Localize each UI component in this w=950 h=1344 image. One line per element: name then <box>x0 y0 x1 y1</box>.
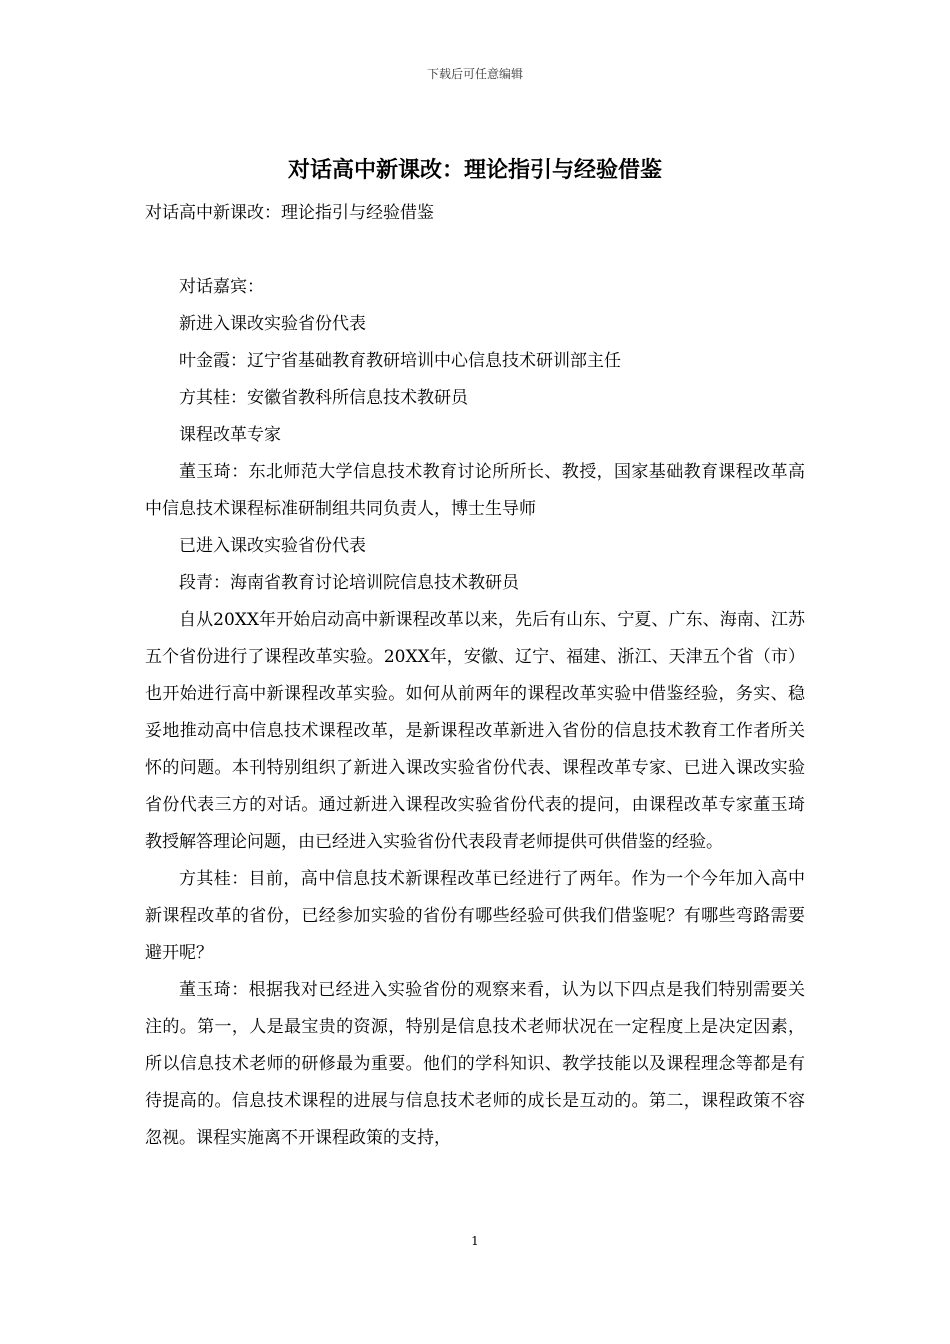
blank-line <box>145 232 805 269</box>
paragraph-introduction: 自从20XX年开始启动高中新课程改革以来，先后有山东、宁夏、广东、海南、江苏五个省份进行了课程改革实验。20XX年，安徽、辽宁、福建、浙江、天津五个省（市）也开始进行高中新课程改革实验。如何从前两年的课程改革实验中借鉴经验，务实、稳妥地推动高中信息技术课程改革，是新课程改革新进入省份的信息技术教育工作者所关怀的问题。本刊特别组织了新进入课改实验省份代表、课程改革专家、已进入课改实验省份代表三方的对话。通过新进入课程改实验省份代表的提问，由课程改革专家董玉琦教授解答理论问题，由已经进入实验省份代表段青老师提供可供借鉴的经验。 <box>145 610 805 852</box>
paragraph-fang-question: 方其桂：目前，高中信息技术新课程改革已经进行了两年。作为一个今年加入高中新课程改革的省份，已经参加实验的省份有哪些经验可供我们借鉴呢？有哪些弯路需要避开呢？ <box>145 869 805 963</box>
paragraph-duan-qing: 段青：海南省教育讨论培训院信息技术教研员 <box>179 573 519 593</box>
paragraph-fang-qigui: 方其桂：安徽省教科所信息技术教研员 <box>179 388 468 408</box>
paragraph-dong-answer: 董玉琦：根据我对已经进入实验省份的观察来看，认为以下四点是我们特别需要关注的。第一，人是最宝贵的资源，特别是信息技术老师状况在一定程度上是决定因素，所以信息技术老师的研修最为重要。他们的学科知识、教学技能以及课程理念等都是有待提高的。信息技术课程的进展与信息技术老师的成长是互动的。第二，课程政策不容忽视。课程实施离不开课程政策的支持， <box>145 980 805 1148</box>
paragraph-new-province-reps: 新进入课改实验省份代表 <box>179 314 366 334</box>
document-subtitle: 对话高中新课改：理论指引与经验借鉴 <box>145 203 434 223</box>
paragraph-existing-province-reps: 已进入课改实验省份代表 <box>179 536 366 556</box>
page-number: 1 <box>471 1234 479 1248</box>
paragraph-reform-experts: 课程改革专家 <box>179 425 281 445</box>
paragraph-ye-jinxia: 叶金霞：辽宁省基础教育教研培训中心信息技术研训部主任 <box>179 351 621 371</box>
document-body <box>145 195 805 1157</box>
document-title: 对话高中新课改：理论指引与经验借鉴 <box>287 157 662 183</box>
paragraph-guests-label: 对话嘉宾： <box>179 277 264 297</box>
header-note: 下载后可任意编辑 <box>426 67 523 81</box>
paragraph-dong-yuqi: 董玉琦：东北师范大学信息技术教育讨论所所长、教授，国家基础教育课程改革高中信息技术课程标准研制组共同负责人，博士生导师 <box>145 462 805 519</box>
